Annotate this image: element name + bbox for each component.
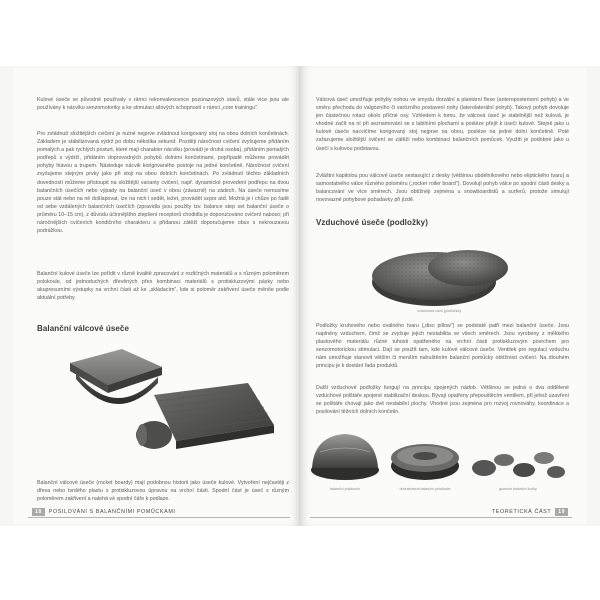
balance-pads-photo xyxy=(470,438,566,484)
footer-rule xyxy=(28,507,290,518)
section-heading: Vzduchové úseče (podložky) xyxy=(316,218,428,227)
photo-caption: vzduchová úseč (podložka) xyxy=(417,309,461,313)
photo-caption: gumové balanční čočky xyxy=(499,487,537,491)
paragraph: Balanční kulové úseče lze pořídit v různě kvalitě zpracování z rozličných materiálů a s různým poloměrem polokoule, od jednoduchých dřevěných přes kombinaci materiálů s protiskluzovými pásky nebo akupresurními výstupky na vrchní části až ke „skládacím", kde si poloměr zakřivení úseče měníte podle aktuální potřeby. xyxy=(37,271,289,302)
paragraph: Další vzduchové podložky fungují na principu spojených nádob. Většinou se jedná o dva oddělené vzduchové polštáře spojené stabilizační deskou. Bývají opatřeny přepouštěcím ventilem, při jehož uzavření se polštáře chovají jako dvě nestabilní plochy. Vhodné jsou zejména pro rozvoj rovnováhy, koordinace a posilování těžních dolních končetin. xyxy=(316,385,569,416)
running-title: POSILOVÁNÍ S BALANČNÍMI POMŮCKAMI xyxy=(48,509,176,515)
page-footer-right xyxy=(492,507,572,517)
right-page xyxy=(300,66,586,526)
paragraph: Balanční válcové úseče (rocket boardy) mají podobnou historii jako úseče kulové. Vytvoření nejčastěji z dřeva nebo tvrdého plastu s protiskluzovou úpravou na vrchní části. Spodní část je úseč s různým poloměrem zakřivení a nalehá vé spodní čáře k podlaze. xyxy=(37,480,289,503)
paragraph: Válcová úseč umožňuje pohyby nohou ve smyslu dorzální a plantární flexe (anteroposteriorní pohyb) a ve směru přechodu do valgózního či varózního postavení nohy (laterolaterální pohyb). Takový pohyb dovoluje jen částečnou rotaci okolo příčné osy. Vzhledem k tomu, že válcová úseč je stabilnější než kulová, je vhodné začít na ní při seznamování se s labilními plochami a posléze přejít k úseči kulové. Stejně jako u kulové úseče nacvičíme korigovaný stoj nejprve na obou, posléze na jedné dolní končetině. Poté zařazujeme složitější cvičení se zátěží nebo kombinaci balančních pomůcek. Využití je podobné jako u úsečí s kulovou podstavou. xyxy=(316,97,569,152)
rocker-board-photo xyxy=(62,343,282,473)
page-number: 18 xyxy=(32,508,45,516)
paragraph: Pro zvládnutí složitějších cvičení je nutné nejprve zvládnout korigovaný stoj na obou dolních končetinách. Základem je stabilizovaná výdrž po dobu několika sekund. Později náročnost cvičení zvyšujeme přidáním pomalých a pak rychlých posturt, které mají charakter nácviku (provádí je druhá osoba), přidáním pomalých podřepů s výdrží, přidáním doprovodných pohybů dolními končetinami, popřípadě můžeme provádět pohyby hlavou a trupem. Následuje nácvik korigovaného postoje na jedné končetině. Náročnost cvičení zvyšujeme stejným prvky jako při stoji na obou dolních končetinách. Po zvládnutí těchto základních dovedností můžeme přistoupit na složitější varianty cvičení, např. dynamické provedení podřepu na dvou balančních úsečích nebo výpady na balanční úseč v obou (závazně) na zádech. Na úseče nemusíme pouze stát nebo na ně došlapovat, lze na nich i sedět, ležet, provádět vzpor atd. Možná je i chůze po řadě od sebe vzdálených balančních úsečích (zpravidla jsou použity tzv. balance step set balanční úseče o průměru 10–15 cm), z důvodu účinnějšího zlepšení receptorů chodidla je doporučováno cvičení naboso; při náročnějších cvičeních kondičního charakteru s přidanou zátěží doporučujeme obuv s nekrouzavou podrážkou. xyxy=(37,131,289,235)
paragraph: Podložky kruhového nebo oválného tvaru („disc pillow") se podstatě patří mezi balanční úseče. Jsou naplněny vzduchem, čímž se zvyšuje jejich nestabilita ve všech směrech. Jsou vyrobeny z měkkého plastového materiálu různé tuhosti opatřeného na vrchní části protiskluzovým povrchem pro senzomotorickou stimulaci. Dají se použít tam, kde kulové válcové úseče. Ventilek pro regulaci vzduchu nám umožňuje stanovit větším či menším nahuštěním balanční pomůcky obtížnost cvičení. Na dlouhém principu je k dostání řada produktů. xyxy=(316,323,569,370)
air-cushion-photo xyxy=(364,238,514,308)
photo-caption: balanční polokoule xyxy=(330,487,360,491)
section-heading: Balanční válcové úseče xyxy=(37,324,130,333)
double-dome-photo xyxy=(388,428,462,486)
photo-caption: oboustranná balanční polokoule xyxy=(399,487,451,491)
balance-dome-photo xyxy=(308,430,382,486)
running-title: TEORETICKÁ ČÁST xyxy=(491,509,552,515)
paragraph: Kulové úseče se původně používaly v rámci rekonvalescence pozúrazových stavů, stále více jsou ale používány k nácviku senzomotoriky a ke stimulaci silových schopností v rámci „core trainingu". xyxy=(37,97,289,112)
paragraph: Zvláštní kapitolou pou válcové úseče sestavující z desky (většinou obdélníkového nebo eliptického tvaru) a samostatného válce různého poloměru („rocker roller board"). Dovolují pohyb válce po spodní části desky a balancování ve více směrech. Jsou obtížnéji zejména u snowboardistů a surferů, protože simulují novovazné pohybové požadavky při jízdě. xyxy=(316,173,569,204)
page-number: 19 xyxy=(555,508,568,516)
left-page xyxy=(14,66,300,526)
